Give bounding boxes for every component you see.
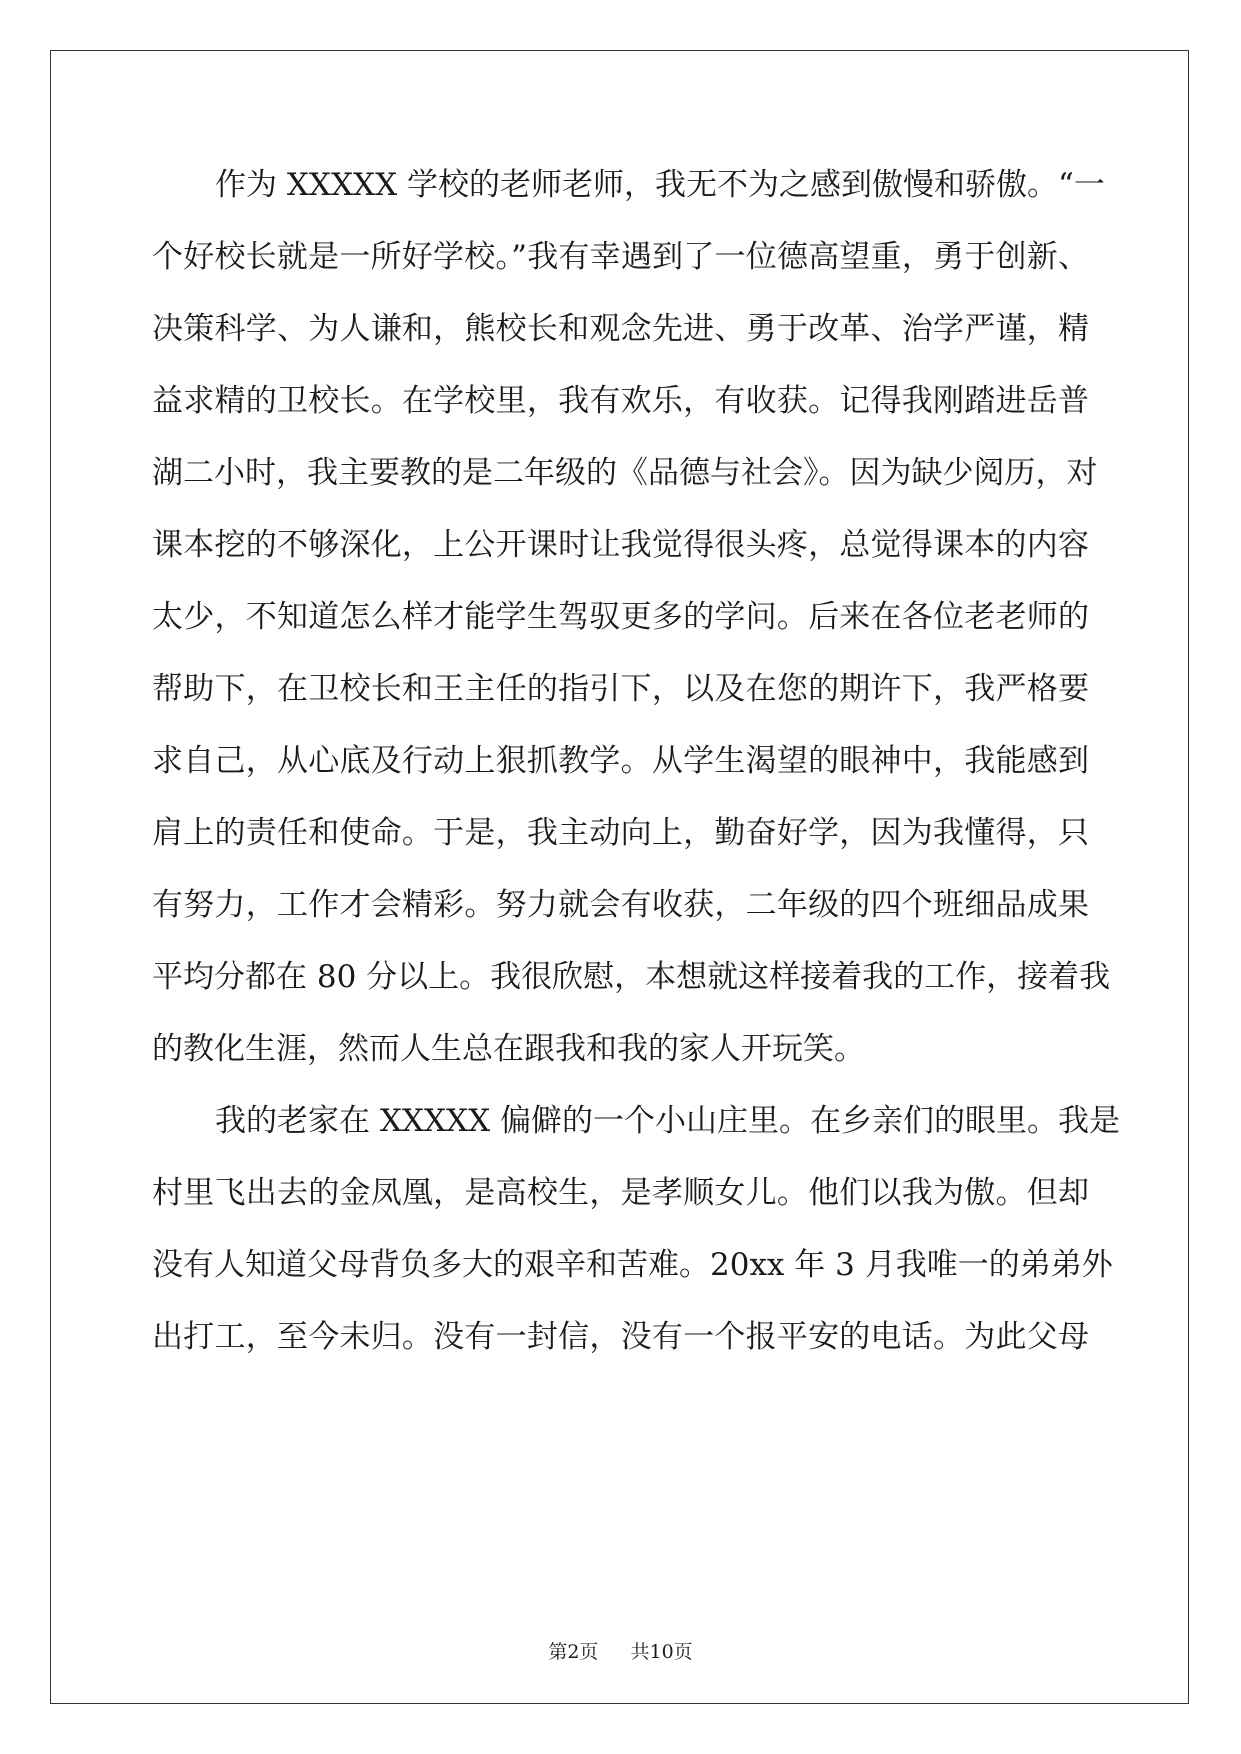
text-line: 没有人知道父母背负多大的艰辛和苦难。20xx 年 3 月我唯一的弟弟外 [152,1247,1113,1283]
text-line: 课本挖的不够深化，上公开课时让我觉得很头疼，总觉得课本的内容 [152,527,1089,563]
text-line: 湖二小时，我主要教的是二年级的《品德与社会》。因为缺少阅历，对 [152,455,1098,491]
text-line: 作为 XXXXX 学校的老师老师，我无不为之感到傲慢和骄傲。“一 [215,167,1105,203]
page-total: 共10页 [630,1641,693,1663]
text-line: 决策科学、为人谦和，熊校长和观念先进、勇于改革、治学严谨，精 [152,311,1089,347]
text-line: 肩上的责任和使命。于是，我主动向上，勤奋好学，因为我懂得，只 [152,815,1089,851]
text-line: 个好校长就是一所好学校。”我有幸遇到了一位德高望重，勇于创新、 [152,239,1089,275]
text-line: 帮助下，在卫校长和王主任的指引下，以及在您的期许下，我严格要 [152,671,1089,707]
text-line: 村里飞出去的金凤凰，是高校生，是孝顺女儿。他们以我为傲。但却 [152,1175,1089,1211]
text-line: 我的老家在 XXXXX 偏僻的一个小山庄里。在乡亲们的眼里。我是 [215,1103,1121,1139]
text-line: 出打工，至今未归。没有一封信，没有一个报平安的电话。为此父母 [152,1319,1089,1355]
page-footer [0,1640,1241,1664]
text-line: 求自己，从心底及行动上狠抓教学。从学生渴望的眼神中，我能感到 [152,743,1089,779]
text-line: 的教化生涯，然而人生总在跟我和我的家人开玩笑。 [152,1031,865,1067]
text-line: 益求精的卫校长。在学校里，我有欢乐，有收获。记得我刚踏进岳普 [152,383,1089,419]
text-line: 平均分都在 80 分以上。我很欣慰，本想就这样接着我的工作，接着我 [152,959,1111,995]
text-line: 有努力，工作才会精彩。努力就会有收获，二年级的四个班细品成果 [152,887,1089,923]
page-number: 第2页 [548,1641,599,1663]
page-border [50,50,1189,1704]
text-line: 太少，不知道怎么样才能学生驾驭更多的学问。后来在各位老老师的 [152,599,1089,635]
